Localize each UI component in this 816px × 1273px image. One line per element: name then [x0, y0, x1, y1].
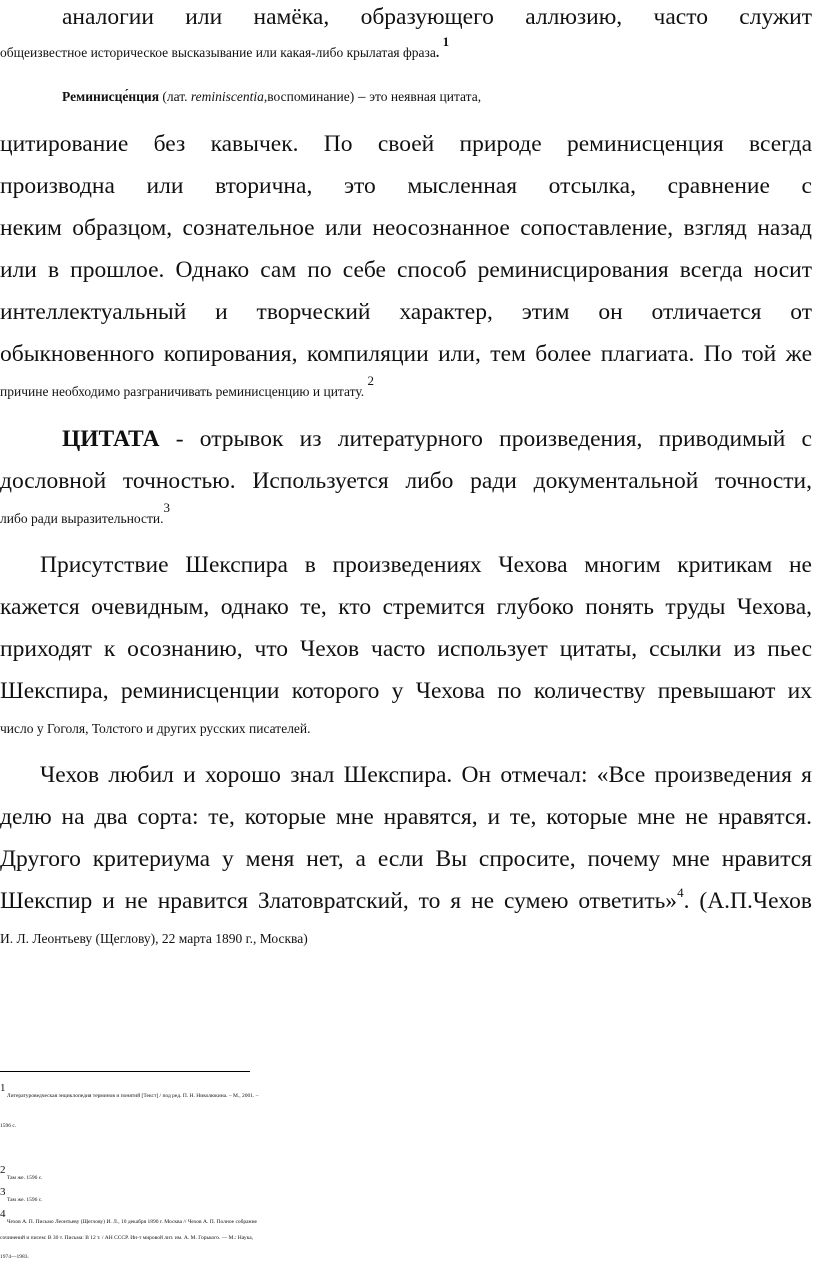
text: обыкновенного копирования, компиляции или, тем более плагиата. По той же	[0, 341, 812, 367]
text: производна или вторична, это мысленная отсылка, сравнение с	[0, 173, 812, 199]
p3-line-3	[0, 500, 816, 526]
p4-line-3	[0, 638, 812, 662]
text: . (А.П.Чехов	[683, 888, 812, 914]
text: делю на два сорта: те, которые мне нравятся, и те, которые мне не нравятся.	[0, 804, 812, 830]
p2-line-6	[0, 301, 812, 325]
text: Шекспира, реминисценции которого у Чехова по количеству превышают их	[0, 678, 812, 704]
p4-line-5	[0, 722, 816, 736]
p2-line-1	[62, 90, 816, 105]
text: или в прошлое. Однако сам по себе способ реминисцирования всегда носит	[0, 257, 812, 283]
footnote-number: 1	[0, 1082, 6, 1094]
p4-line-1	[40, 554, 812, 578]
footnote-ref-1: 1	[442, 34, 450, 49]
dash: –	[354, 89, 370, 105]
term-citation: ЦИТАТА	[62, 426, 160, 452]
footnote-number: 3	[0, 1186, 6, 1198]
footnote-text: 1596 с.	[0, 1123, 17, 1129]
p2-line-4	[0, 217, 812, 241]
text: - отрывок из литературного произведения, приводимый с	[159, 426, 812, 452]
footnote-text: Чехов А. П. Письмо Леонтьеву (Щеглову) И. Л., 10 декабря 1890 г. Москва // Чехов А. П. Полное собрание	[5, 1219, 257, 1225]
p3-line-2	[0, 470, 812, 494]
footnote-number: 2	[0, 1164, 6, 1176]
text: кажется очевидным, однако те, кто стремится глубоко понять труды Чехова,	[0, 594, 812, 620]
p5-line-4	[0, 885, 812, 914]
footnote-text: сочинений и писем: В 30 т. Письма: В 12 т. / АН СССР. Ин-т мировой лит. им. А. М. Горького. — М.: Наука,	[0, 1235, 254, 1241]
p2-line-3	[0, 175, 812, 199]
footnote-text: Там же. 1596 с.	[5, 1197, 43, 1203]
p1-line-2	[0, 34, 816, 60]
text: общеизвестное историческое высказывание или какая-либо крылатая фраза	[0, 45, 436, 60]
footnote-1	[0, 1082, 816, 1100]
footnote-4-cont-2	[0, 1255, 816, 1261]
text: число у Гоголя, Толстого и других русских писателей.	[0, 721, 311, 736]
p5-line-5	[0, 932, 816, 946]
text: либо ради выразительности.	[0, 511, 164, 526]
text: причине необходимо разграничивать реминисценцию и цитату.	[0, 384, 368, 399]
text: аналогии или намёка, образующего аллюзию, часто служит	[62, 4, 812, 30]
text: .	[435, 45, 440, 60]
footnote-2	[0, 1164, 816, 1182]
text: неким образцом, сознательное или неосознанное сопоставление, взгляд назад	[0, 215, 812, 241]
p5-line-1	[40, 764, 812, 788]
footnote-ref-4: 4	[677, 885, 684, 900]
footnote-4-cont-1	[0, 1236, 816, 1242]
footnote-1-cont	[0, 1124, 816, 1130]
p3-line-1	[62, 428, 812, 452]
footnote-3	[0, 1186, 816, 1204]
p4-line-2	[0, 596, 812, 620]
text: Шекспир и не нравится Златовратский, то я не сумею ответить»	[0, 888, 678, 914]
p2-line-8	[0, 373, 816, 399]
text: цитирование без кавычек. По своей природе реминисценция всегда	[0, 131, 812, 157]
p4-line-4	[0, 680, 812, 704]
p5-line-2	[0, 806, 812, 830]
p1-line-1	[62, 6, 812, 30]
footnote-separator	[0, 1071, 250, 1072]
text: И. Л. Леонтьеву (Щеглову), 22 марта 1890 г., Москва)	[0, 931, 308, 946]
text: приходят к осознанию, что Чехов часто использует цитаты, ссылки из пьес	[0, 636, 812, 662]
text: Другого критериума у меня нет, а если Вы спросите, почему мне нравится	[0, 846, 812, 872]
footnote-text: Литературоведческая энциклопедия терминов и понятий [Текст] / под ред. П. Н. Николюкина. – М., 2001. –	[5, 1093, 259, 1099]
text: (лат.	[159, 89, 191, 104]
text: ,воспоминание)	[263, 89, 355, 104]
p2-line-2	[0, 133, 812, 157]
text: Присутствие Шекспира в произведениях Чехова многим критикам не	[40, 552, 812, 578]
footnote-text: Там же. 1596 с.	[5, 1175, 43, 1181]
latin-term: reminiscentia	[190, 89, 264, 104]
text: это неявная цитата,	[369, 89, 482, 104]
text: интеллектуальный и творческий характер, этим он отличается от	[0, 299, 812, 325]
footnote-4	[0, 1208, 816, 1226]
text: дословной точностью. Используется либо ради документальной точности,	[0, 468, 812, 494]
footnote-number: 4	[0, 1208, 6, 1220]
footnote-text: 1974—1983.	[0, 1254, 29, 1260]
footnote-ref-2: 2	[367, 373, 374, 388]
term-reminiscence: Реминисце́нция	[62, 89, 159, 104]
p5-line-3	[0, 848, 812, 872]
p2-line-5	[0, 259, 812, 283]
footnote-ref-3: 3	[163, 500, 170, 515]
p2-line-7	[0, 343, 812, 367]
text: Чехов любил и хорошо знал Шекспира. Он отмечал: «Все произведения я	[40, 762, 812, 788]
